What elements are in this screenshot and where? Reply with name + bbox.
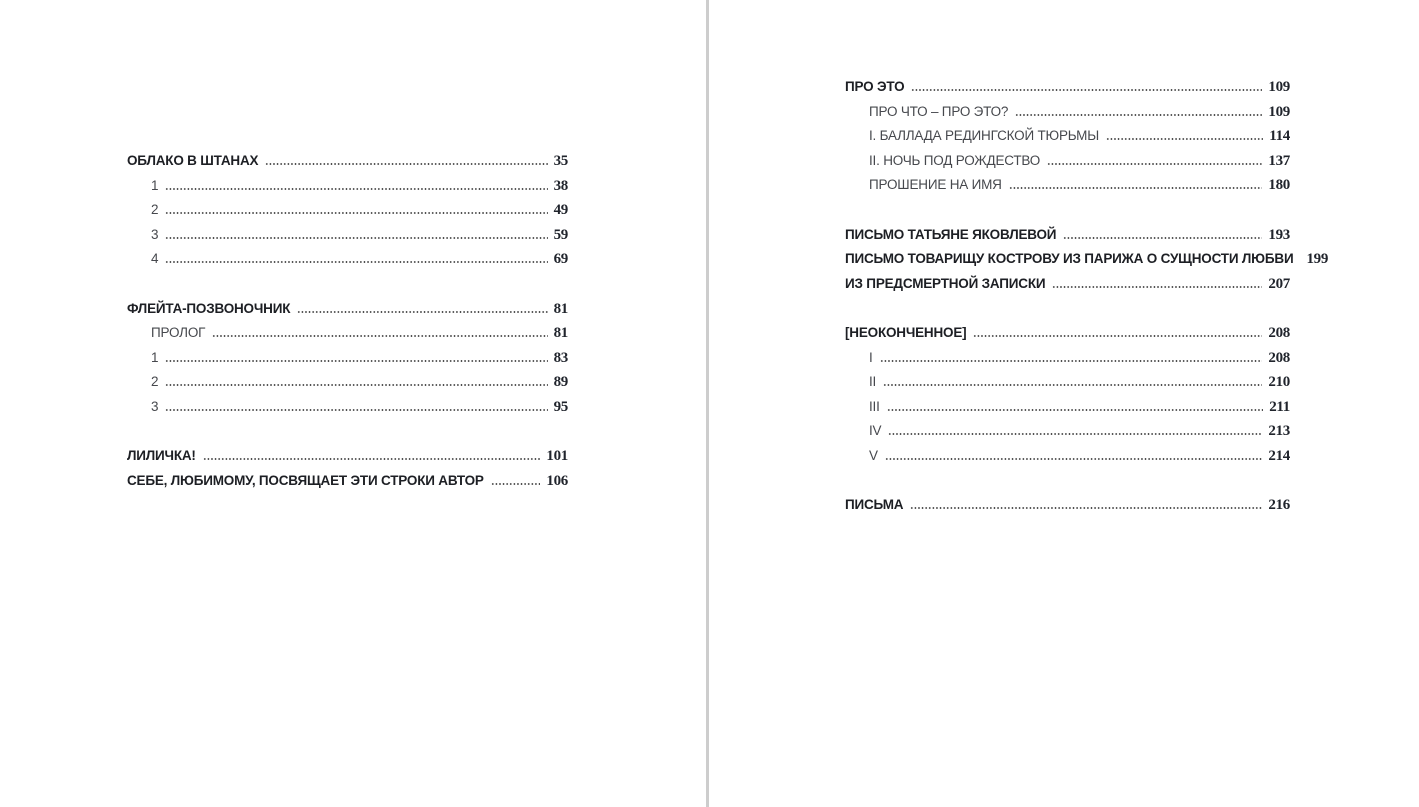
dot-leader <box>165 188 547 190</box>
toc-entry <box>845 177 1290 202</box>
toc-entry-title: 4 <box>151 251 159 266</box>
toc-entry-title: V <box>869 447 878 463</box>
toc-entry <box>127 202 568 227</box>
dot-leader <box>1063 237 1262 239</box>
toc-entry-title: ФЛЕЙТА-ПОЗВОНОЧНИК <box>127 300 291 316</box>
dot-leader <box>888 433 1262 435</box>
dot-leader <box>887 409 1264 411</box>
toc-entry-page: 214 <box>1268 447 1290 464</box>
dot-leader <box>212 335 547 337</box>
toc-entry <box>127 301 568 326</box>
toc-entry <box>845 448 1290 473</box>
toc-entry <box>845 497 1290 522</box>
toc-entry-title: 3 <box>151 226 159 242</box>
toc-entry-title: II <box>869 374 877 389</box>
toc-entry-page: 193 <box>1268 226 1290 243</box>
toc-entry <box>127 350 568 375</box>
toc-entry-page: 69 <box>553 251 568 267</box>
toc-entry <box>845 79 1290 104</box>
dot-leader <box>1106 138 1263 140</box>
toc-entry-title: ПИСЬМА <box>845 497 904 512</box>
dot-leader <box>1009 187 1263 189</box>
toc-entry <box>127 178 568 203</box>
toc-entry-title: ОБЛАКО В ШТАНАХ <box>127 153 259 168</box>
dot-leader <box>297 311 547 313</box>
toc-entry <box>845 276 1290 301</box>
dot-leader <box>265 163 547 165</box>
page-divider <box>706 0 709 807</box>
toc-entry-page: 38 <box>553 177 568 194</box>
toc-entry-page: 59 <box>553 226 568 243</box>
toc-entry-page: 210 <box>1268 374 1290 390</box>
toc-entry-page: 89 <box>553 374 568 390</box>
toc-entry-page: 81 <box>553 300 568 317</box>
toc-entry-page: 114 <box>1269 128 1290 144</box>
toc-entry <box>845 325 1290 350</box>
dot-leader <box>885 458 1263 460</box>
toc-entry <box>845 251 1329 276</box>
toc-entry-page: 180 <box>1268 177 1290 193</box>
toc-entry-title: [НЕОКОНЧЕННОЕ] <box>845 325 967 340</box>
toc-entry <box>845 153 1290 178</box>
dot-leader <box>165 261 547 263</box>
toc-entry-title: ПРОЛОГ <box>151 325 206 340</box>
toc-entry <box>845 423 1290 448</box>
toc-entry-page: 109 <box>1268 79 1290 95</box>
toc-entry-title: I. БАЛЛАДА РЕДИНГСКОЙ ТЮРЬМЫ <box>869 128 1099 143</box>
toc-entry <box>127 153 568 178</box>
toc-entry <box>845 227 1290 252</box>
toc-entry-title: ЛИЛИЧКА! <box>127 448 196 463</box>
toc-entry <box>127 374 568 399</box>
dot-leader <box>203 458 541 460</box>
toc-entry-page: 216 <box>1268 497 1290 513</box>
toc-entry-title: ПИСЬМО ТАТЬЯНЕ ЯКОВЛЕВОЙ <box>845 226 1057 242</box>
toc-entry-title: 1 <box>151 177 159 193</box>
toc-entry-page: 208 <box>1268 349 1290 366</box>
toc-entry <box>845 104 1290 129</box>
dot-leader <box>165 360 547 362</box>
toc-entry <box>845 350 1290 375</box>
toc-entry-page: 213 <box>1268 423 1290 439</box>
dot-leader <box>491 483 541 485</box>
dot-leader <box>910 507 1262 509</box>
toc-entry <box>127 251 568 276</box>
toc-entry-title: ПРО ЭТО <box>845 79 905 94</box>
toc-entry-title: ПРОШЕНИЕ НА ИМЯ <box>869 177 1002 192</box>
toc-entry-page: 83 <box>553 349 568 366</box>
toc-entry-page: 101 <box>546 448 568 464</box>
toc-entry <box>845 399 1290 424</box>
toc-entry-page: 81 <box>553 325 568 341</box>
toc-entry-title: ПРО ЧТО – ПРО ЭТО? <box>869 103 1009 119</box>
toc-entry-title: ИЗ ПРЕДСМЕРТНОЙ ЗАПИСКИ <box>845 275 1046 291</box>
toc-entry <box>127 473 568 498</box>
left-page-toc <box>127 153 568 497</box>
dot-leader <box>165 212 547 214</box>
toc-entry-page: 208 <box>1268 325 1290 341</box>
toc-entry-title: 1 <box>151 349 159 365</box>
toc-entry-title: III <box>869 398 880 414</box>
toc-entry <box>127 448 568 473</box>
dot-leader <box>911 89 1262 91</box>
toc-entry-page: 95 <box>553 398 568 415</box>
toc-entry-page: 137 <box>1268 152 1290 169</box>
dot-leader <box>1015 114 1262 116</box>
toc-entry <box>127 227 568 252</box>
right-page-toc <box>845 79 1329 522</box>
toc-entry-page: 199 <box>1306 251 1329 267</box>
toc-entry <box>127 399 568 424</box>
toc-entry-title: 2 <box>151 202 159 217</box>
dot-leader <box>165 409 547 411</box>
dot-leader <box>1052 286 1262 288</box>
toc-entry-title: IV <box>869 423 882 438</box>
toc-entry-page: 35 <box>553 153 568 169</box>
toc-entry <box>845 374 1290 399</box>
toc-entry <box>127 325 568 350</box>
toc-entry <box>845 128 1290 153</box>
toc-entry-page: 109 <box>1268 103 1290 120</box>
dot-leader <box>880 360 1263 362</box>
toc-entry-page: 207 <box>1268 275 1290 292</box>
toc-entry-title: I <box>869 349 873 365</box>
toc-entry-title: СЕБЕ, ЛЮБИМОМУ, ПОСВЯЩАЕТ ЭТИ СТРОКИ АВТОР <box>127 472 484 488</box>
toc-entry-page: 106 <box>546 472 568 489</box>
toc-entry-page: 211 <box>1269 398 1290 415</box>
toc-entry-page: 49 <box>553 202 568 218</box>
dot-leader <box>1047 163 1262 165</box>
dot-leader <box>883 384 1262 386</box>
dot-leader <box>973 335 1262 337</box>
dot-leader <box>165 384 547 386</box>
toc-entry-title: 2 <box>151 374 159 389</box>
toc-entry-title: 3 <box>151 398 159 414</box>
dot-leader <box>165 237 547 239</box>
toc-entry-title: ПИСЬМО ТОВАРИЩУ КОСТРОВУ ИЗ ПАРИЖА О СУЩНОСТИ ЛЮБВИ <box>845 251 1294 266</box>
toc-entry-title: II. НОЧЬ ПОД РОЖДЕСТВО <box>869 152 1041 168</box>
